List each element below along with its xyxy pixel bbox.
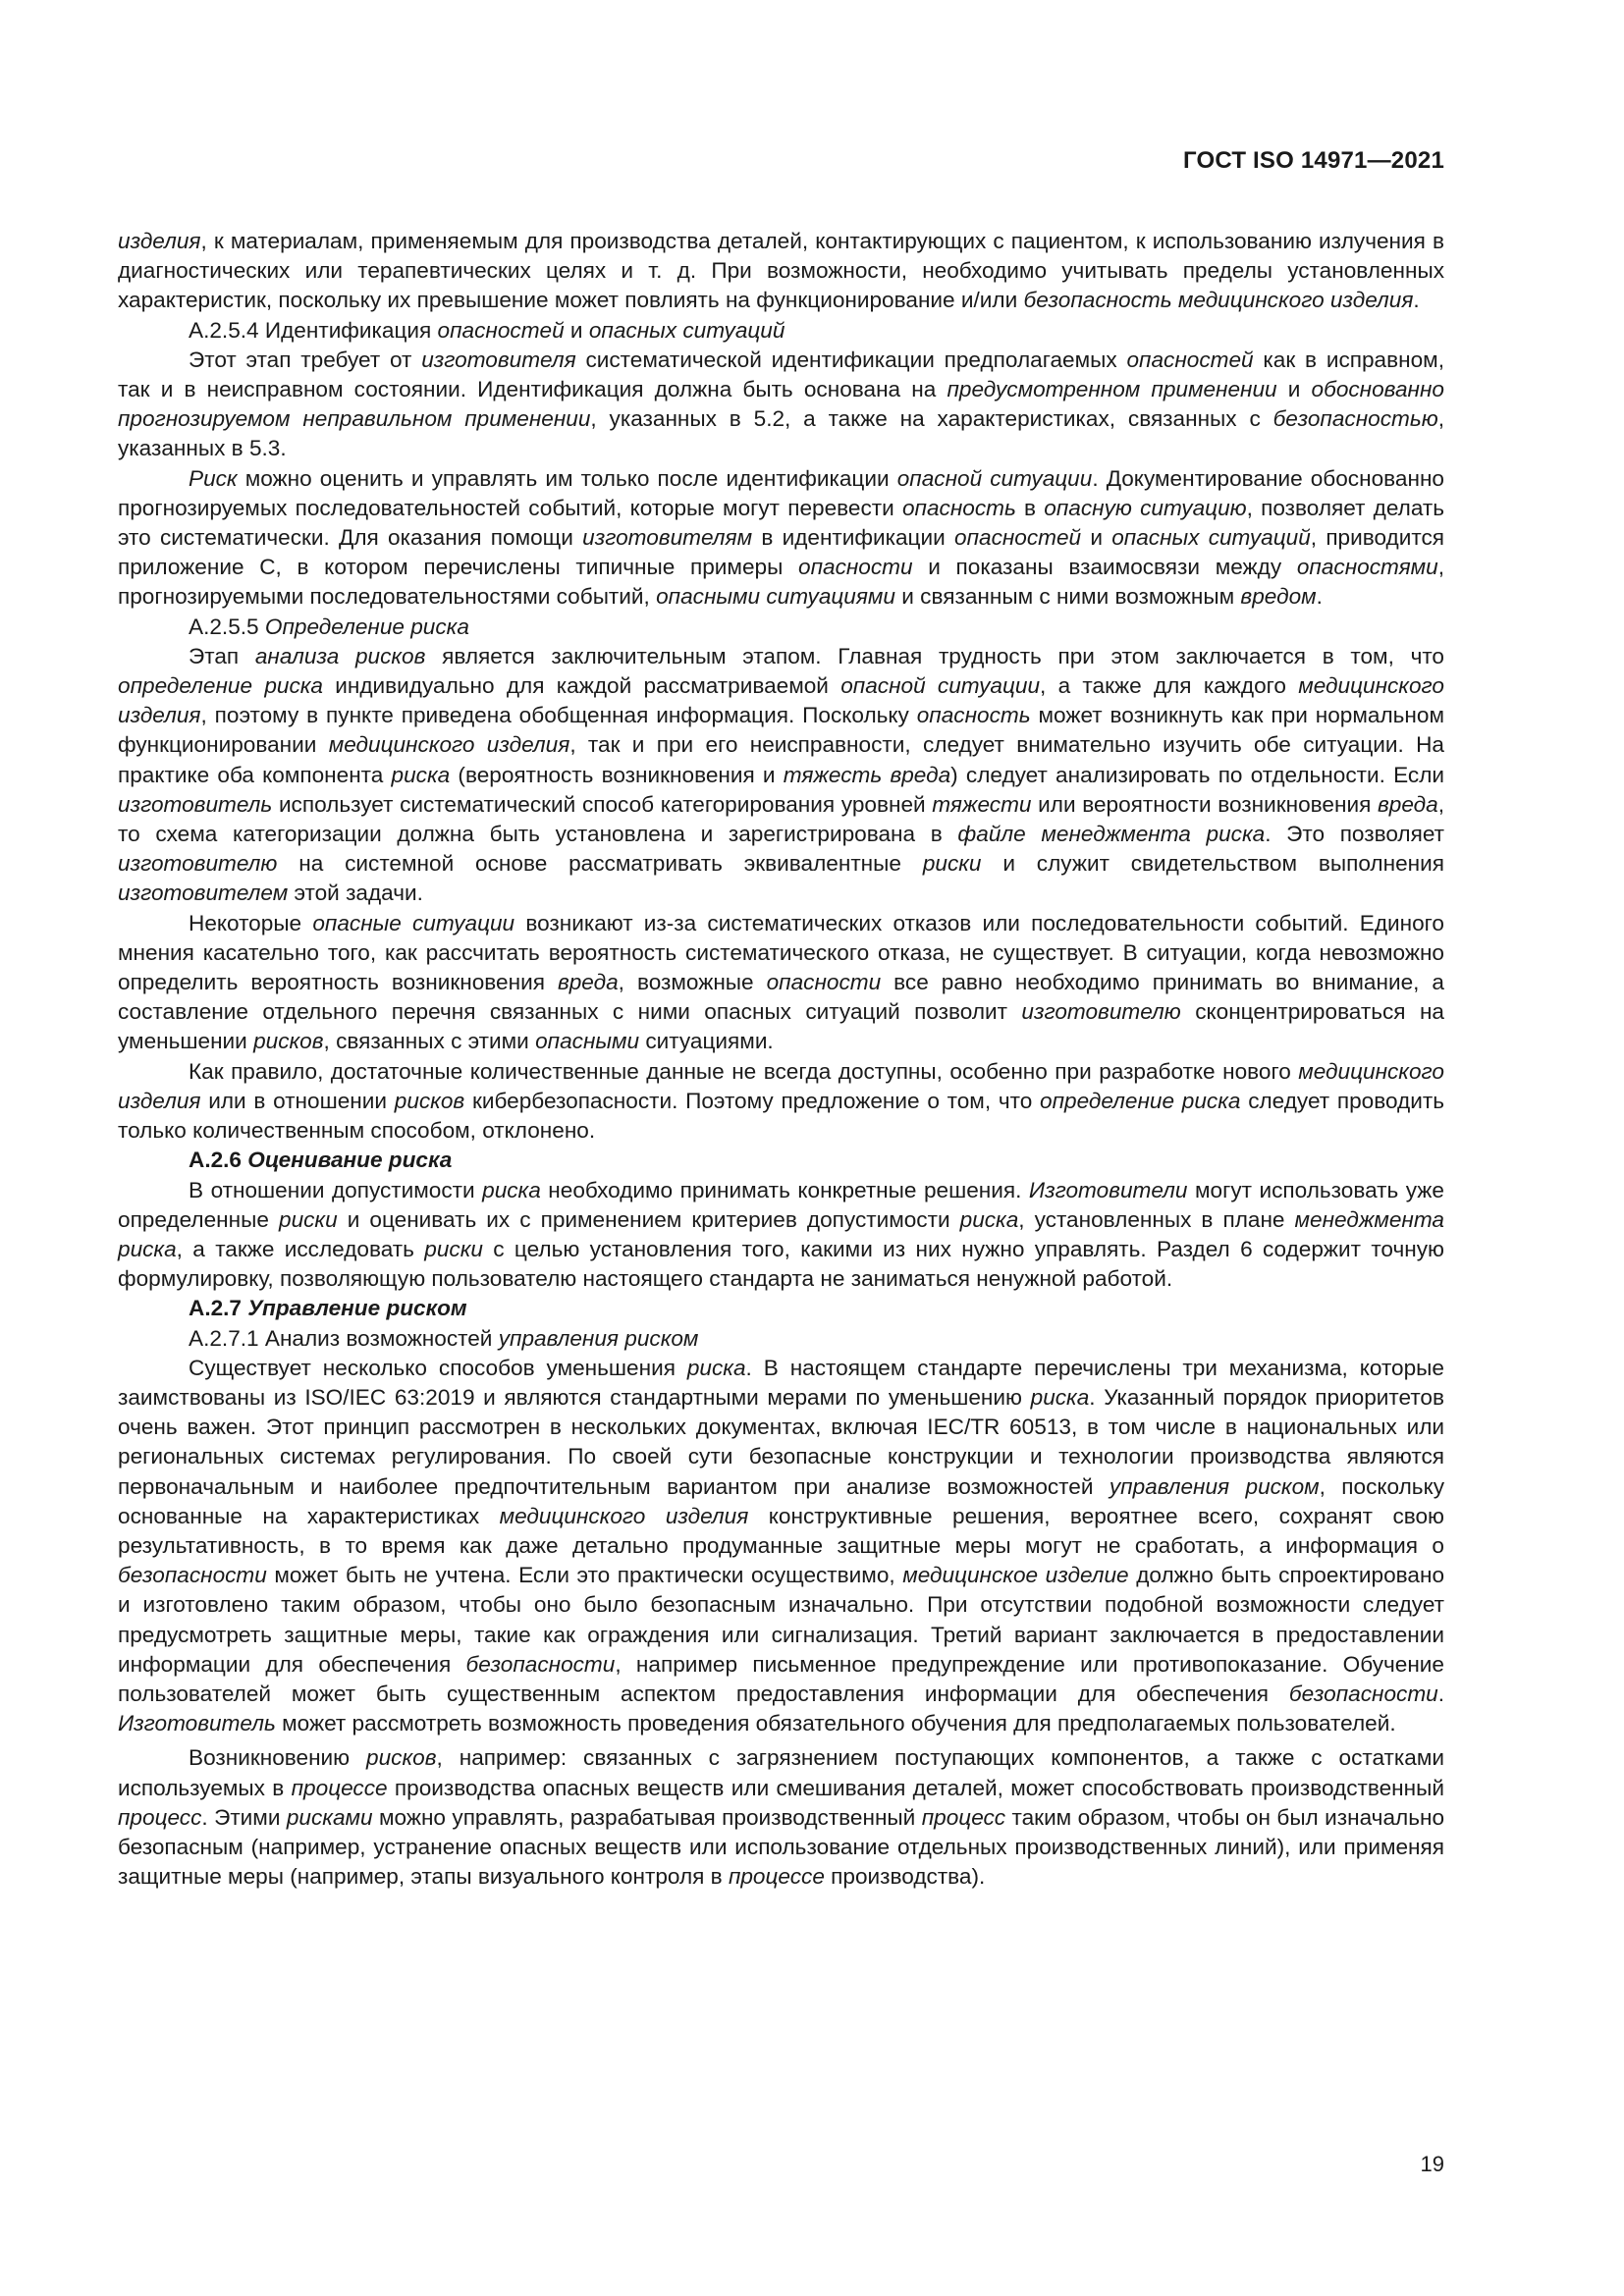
text-run: могут использовать уже определенные: [118, 1177, 1444, 1232]
italic-term: безопасности: [465, 1651, 616, 1677]
text-run: А.2.5.5: [189, 614, 265, 639]
text-run: конструктивные решения, вероятнее всего, сохранят свою результативность, в то время как даже детально продуманные защитные меры могут не сработать, а информация о: [118, 1503, 1445, 1558]
text-run: Этап: [189, 643, 255, 668]
text-run: и оценивать их с применением критериев допустимости: [337, 1206, 960, 1232]
text-run: В отношении допустимости: [189, 1177, 483, 1202]
text-run: кибербезопасности. Поэтому предложение о том, что: [464, 1088, 1040, 1113]
italic-term: медицинского изделия: [499, 1503, 749, 1528]
text-run: , приводится приложение С, в котором перечислены типичные примеры: [118, 525, 1444, 580]
text-run: может возникнуть как при нормальном функционировании: [118, 703, 1444, 758]
text-run: как в исправном, так и в неисправном состоянии. Идентификация должна быть основана на: [118, 347, 1444, 402]
text-run: Этот этап требует от: [189, 347, 422, 372]
italic-term: изготовителя: [421, 347, 576, 372]
bold-text: Оценивание риска: [247, 1148, 453, 1173]
text-run: является заключительным этапом. Главная трудность при этом заключается в том, что: [425, 643, 1444, 668]
body-paragraph: [118, 227, 1444, 316]
italic-term: медицинского изделия: [118, 1058, 1444, 1113]
italic-term: файле менеджмента риска: [957, 822, 1266, 847]
text-run: производства опасных веществ или смешивания деталей, может способствовать производственный: [387, 1775, 1444, 1800]
italic-term: процессе: [728, 1864, 825, 1890]
italic-term: процесс: [921, 1804, 1006, 1830]
text-run: Как правило, достаточные количественные данные не всегда доступны, особенно при разработке нового: [189, 1058, 1299, 1084]
italic-term: безопасностью: [1272, 406, 1438, 432]
italic-term: рисками: [286, 1804, 373, 1830]
italic-term: изготовителям: [582, 525, 753, 551]
text-run: А.2.7.1 Анализ возможностей: [189, 1325, 499, 1351]
text-run: . В настоящем стандарте перечислены три механизма, которые заимствованы из ISO/IEC 63:2019 и являются стандартными мерами по уменьшению: [118, 1355, 1444, 1410]
text-run: в идентификации: [752, 525, 954, 551]
text-run: систематической идентификации предполагаемых: [575, 347, 1127, 372]
section-heading: [118, 1294, 1444, 1323]
text-run: и: [1276, 377, 1312, 402]
italic-term: опасными: [535, 1029, 640, 1054]
section-heading: [118, 1146, 1444, 1175]
italic-term: процесс: [118, 1804, 202, 1830]
italic-term: рисков: [366, 1745, 437, 1771]
italic-term: вредом: [1240, 584, 1317, 610]
bold-text: А.2.7: [189, 1296, 248, 1321]
text-run: , установленных в плане: [1018, 1206, 1295, 1232]
italic-term: опасностей: [1126, 347, 1254, 372]
italic-term: опасную ситуацию: [1044, 495, 1247, 520]
text-run: (вероятность возникновения и: [450, 762, 784, 787]
italic-term: риска: [482, 1177, 541, 1202]
text-run: использует систематический способ категорирования уровней: [272, 791, 933, 817]
italic-term: менеджмента риска: [118, 1206, 1444, 1261]
italic-term: безопасности: [118, 1563, 267, 1588]
italic-term: тяжесть вреда: [783, 762, 951, 787]
italic-term: Риск: [189, 465, 238, 491]
text-run: , так и при его неисправности, следует внимательно изучить обе ситуации. На практике оба компонента: [118, 732, 1444, 787]
text-run: , поскольку основанные на характеристиках: [118, 1473, 1445, 1528]
text-run: . Документирование обоснованно прогнозируемых последовательностей событий, которые могут перевести: [118, 465, 1444, 520]
italic-term: определение риска: [1040, 1088, 1241, 1113]
italic-term: опасных ситуаций: [588, 317, 785, 343]
text-run: или в отношении: [200, 1088, 395, 1113]
text-run: Существует несколько способов уменьшения: [189, 1355, 687, 1380]
italic-term: изготовитель: [118, 791, 273, 817]
italic-term: анализа рисков: [254, 643, 426, 668]
italic-term: опасными ситуациями: [656, 584, 895, 610]
italic-term: риски: [279, 1206, 338, 1232]
body-paragraph: [118, 346, 1444, 464]
italic-term: процессе: [291, 1775, 388, 1800]
italic-term: определение риска: [118, 673, 323, 699]
italic-term: опасностей: [437, 317, 565, 343]
text-run: , к материалам, применяемым для производства деталей, контактирующих с пациентом, к использованию излучения в диагностических или терапевтических целях и т. д. При возможности, необходимо учитывать пределы установленных характеристик, поскольку их превышение может повлиять на функционирование и/или: [118, 229, 1444, 313]
text-run: , возможные: [618, 970, 767, 995]
text-run: , связанных с этими: [323, 1029, 536, 1054]
text-run: . Указанный порядок приоритетов очень важен. Этот принцип рассмотрен в нескольких документах, включая IEC/TR 60513, в том числе в национальных или региональных системах регулирования. По своей сути безопасные конструкции и технологии производства являются первоначальным и наиболее предпочтительным вариантом при анализе возможностей: [118, 1384, 1444, 1499]
italic-term: Изготовитель: [118, 1711, 276, 1736]
italic-term: опасных ситуаций: [1111, 525, 1311, 551]
text-run: может быть не учтена. Если это практически осуществимо,: [266, 1563, 903, 1588]
italic-term: опасной ситуации: [896, 465, 1093, 491]
text-run: сконцентрироваться на уменьшении: [118, 999, 1444, 1054]
document-body: [118, 227, 1444, 1892]
text-run: на системной основе рассматривать эквивалентные: [277, 851, 923, 877]
text-run: , поэтому в пункте приведена обобщенная информация. Поскольку: [200, 703, 917, 728]
text-run: и связанным с ними возможным: [895, 584, 1241, 610]
italic-term: риска: [391, 762, 451, 787]
document-header: ГОСТ ISO 14971—2021: [1183, 147, 1444, 174]
italic-term: медицинское изделие: [902, 1563, 1129, 1588]
text-run: , например письменное предупреждение или противопоказание. Обучение пользователей может быть существенным аспектом предоставления информации для обеспечения: [118, 1651, 1444, 1706]
text-run: и: [564, 317, 589, 343]
text-run: возникают из-за систематических отказов или последовательности событий. Единого мнения касательно того, как рассчитать вероятность систематического отказа, не существует. В ситуации, когда невозможно определить вероятность возникновения: [118, 910, 1444, 995]
italic-term: опасности: [798, 555, 913, 580]
bold-text: Управление риском: [247, 1296, 467, 1321]
text-run: Некоторые: [189, 910, 313, 935]
section-heading: [118, 1324, 1444, 1354]
italic-term: изготовителем: [118, 881, 289, 906]
text-run: может рассмотреть возможность проведения обязательного обучения для предполагаемых пользователей.: [275, 1711, 1396, 1736]
text-run: .: [1437, 1681, 1444, 1706]
italic-term: медицинского изделия: [328, 732, 570, 758]
text-run: таким образом, чтобы он был изначально безопасным (например, устранение опасных веществ или использование отдельных производственных линий), или применяя защитные меры (например, этапы визуального контроля в: [118, 1804, 1445, 1890]
text-run: . Этими: [201, 1804, 287, 1830]
text-run: должно быть спроектировано и изготовлено таким образом, чтобы оно было безопасным изначально. При отсутствии подобной возможности следует предусмотреть защитные меры, такие как ограждения или сигнализация. Третий вариант заключается в предоставлении информации для обеспечения: [118, 1563, 1445, 1677]
text-run: , указанных в 5.3.: [118, 406, 1444, 461]
text-run: , указанных в 5.2, а также на характеристиках, связанных с: [590, 406, 1273, 432]
text-run: .: [1413, 288, 1420, 313]
italic-term: тяжести: [932, 791, 1032, 817]
italic-term: управления риском: [1109, 1473, 1320, 1499]
text-run: или вероятности возникновения: [1031, 791, 1378, 817]
italic-term: риска: [1030, 1384, 1090, 1410]
section-heading: [118, 613, 1444, 642]
italic-term: опасность: [916, 703, 1031, 728]
text-run: , прогнозируемыми последовательностями событий,: [118, 555, 1444, 610]
text-run: ситуациями.: [639, 1029, 774, 1054]
body-paragraph: [118, 1743, 1444, 1892]
italic-term: опасность: [901, 495, 1016, 520]
italic-term: рисков: [394, 1088, 465, 1113]
text-run: и служит свидетельством выполнения: [981, 851, 1444, 877]
italic-term: Определение риска: [264, 614, 469, 639]
italic-term: изделия: [118, 229, 201, 253]
italic-term: вреда: [557, 970, 619, 995]
text-run: необходимо принимать конкретные решения.: [540, 1177, 1029, 1202]
italic-term: риска: [686, 1355, 746, 1380]
text-run: , а также исследовать: [176, 1236, 425, 1261]
text-run: можно оценить и управлять им только после идентификации: [237, 465, 897, 491]
text-run: и показаны взаимосвязи между: [912, 555, 1297, 580]
italic-term: опасности: [766, 970, 882, 995]
text-run: ) следует анализировать по отдельности. Если: [950, 762, 1445, 787]
text-run: , а также для каждого: [1040, 673, 1299, 699]
italic-term: безопасности: [1288, 1681, 1438, 1706]
text-run: А.2.5.4 Идентификация: [189, 317, 438, 343]
body-paragraph: [118, 909, 1444, 1057]
italic-term: опасные ситуации: [312, 910, 515, 935]
text-run: все равно необходимо принимать во внимание, а составление отдельного перечня связанных с ними опасных ситуаций позволит: [118, 970, 1444, 1025]
text-run: индивидуально для каждой рассматриваемой: [323, 673, 841, 699]
italic-term: риски: [922, 851, 982, 877]
text-run: следует проводить только количественным способом, отклонено.: [118, 1088, 1444, 1144]
text-run: и: [1081, 525, 1112, 551]
italic-term: управления риском: [498, 1325, 699, 1351]
italic-term: изготовителю: [118, 851, 278, 877]
body-paragraph: [118, 1176, 1444, 1295]
body-paragraph: [118, 1057, 1444, 1147]
text-run: этой задачи.: [288, 881, 423, 906]
body-paragraph: [118, 1354, 1444, 1739]
body-paragraph: [118, 464, 1444, 613]
text-run: Возникновению: [189, 1745, 367, 1771]
italic-term: предусмотренном применении: [947, 377, 1277, 402]
italic-term: риска: [959, 1206, 1019, 1232]
italic-term: вреда: [1377, 791, 1438, 817]
italic-term: опасной ситуации: [840, 673, 1041, 699]
italic-term: риски: [424, 1236, 483, 1261]
text-run: можно управлять, разрабатывая производственный: [372, 1804, 922, 1830]
body-paragraph: [118, 642, 1444, 909]
section-heading: [118, 316, 1444, 346]
text-run: производства).: [824, 1864, 986, 1890]
text-run: .: [1316, 584, 1323, 610]
page-number: 19: [1420, 2152, 1444, 2176]
text-run: , позволяет делать это систематически. Для оказания помощи: [118, 495, 1445, 551]
text-run: в: [1015, 495, 1045, 520]
text-run: . Это позволяет: [1265, 822, 1444, 847]
italic-term: изготовителю: [1021, 999, 1181, 1025]
italic-term: обоснованно прогнозируемом неправильном применении: [118, 377, 1444, 432]
italic-term: медицинского изделия: [118, 673, 1444, 728]
text-run: , например: связанных с загрязнением поступающих компонентов, а также с остатками используемых в: [118, 1745, 1444, 1800]
italic-term: опасностями: [1296, 555, 1438, 580]
bold-text: А.2.6: [189, 1148, 248, 1173]
italic-term: рисков: [253, 1029, 324, 1054]
italic-term: опасностей: [954, 525, 1082, 551]
italic-term: Изготовители: [1028, 1177, 1188, 1202]
text-run: с целью установления того, какими из них нужно управлять. Раздел 6 содержит точную формулировку, позволяющую пользователю настоящего стандарта не заниматься ненужной работой.: [118, 1236, 1444, 1292]
text-run: , то схема категоризации должна быть установлена и зарегистрирована в: [118, 791, 1444, 847]
italic-term: безопасность медицинского изделия: [1023, 288, 1414, 313]
